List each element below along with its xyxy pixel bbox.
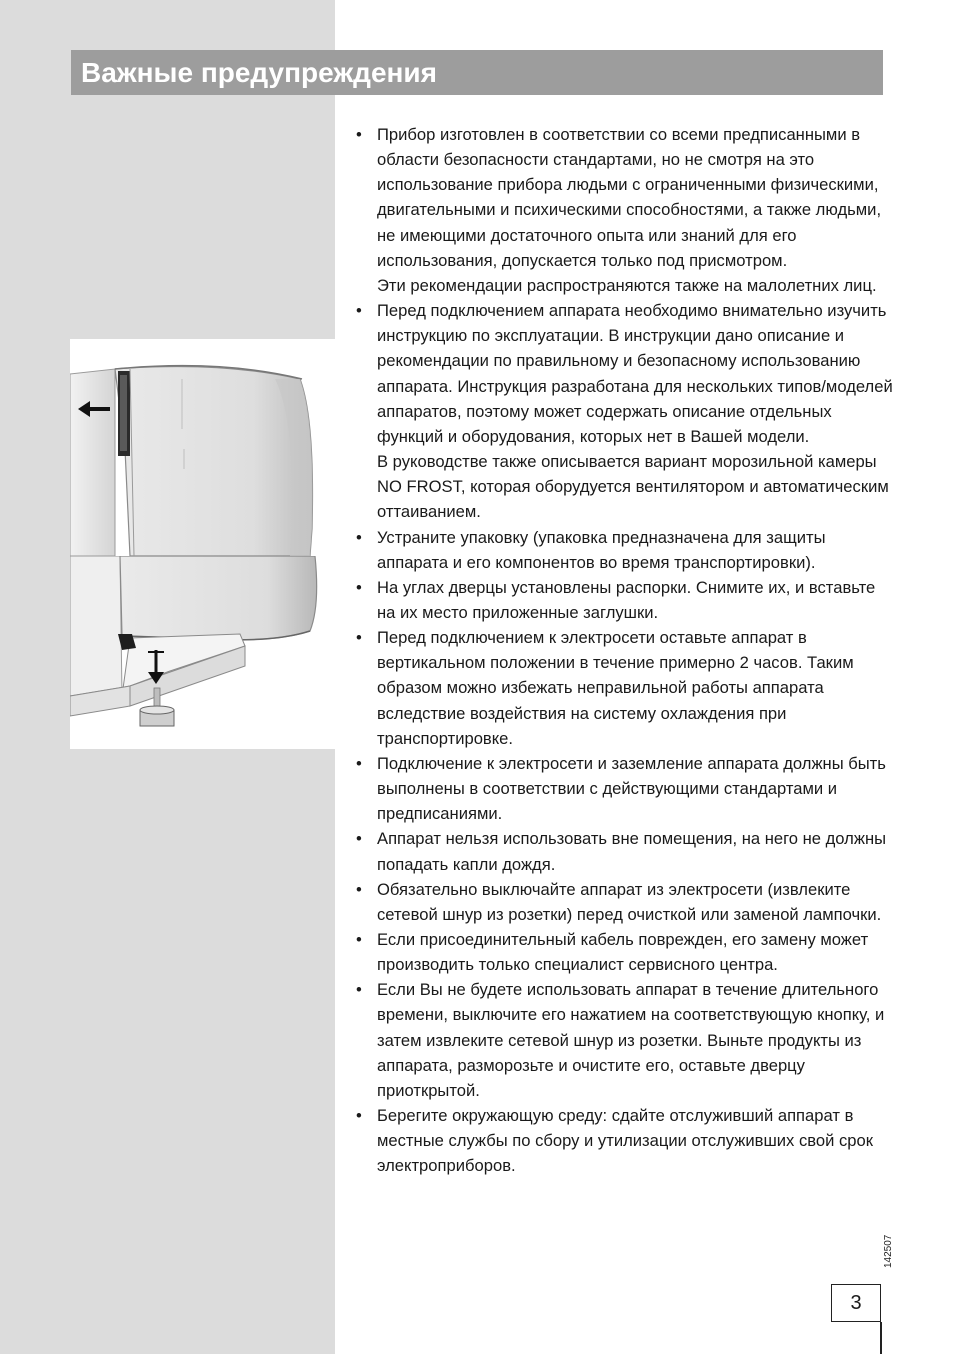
warning-item [356,826,896,876]
warning-item [356,575,896,625]
warning-paragraph: В руководстве также описывается вариант морозильной камеры NO FROST, которая оборудуется вентилятором и автоматическим оттаиванием. [377,452,889,522]
bullet-icon: • [356,930,362,949]
warning-paragraph: Прибор изготовлен в соответствии со всеми предписанными в области безопасности стандартами, но не смотря на это использование прибора людьми с ограниченными физическими, двигательными и психическими способностями, а также людьми, не имеющими достаточного опыта или знаний для его использования, допускается только под присмотром. [377,125,882,270]
bullet-icon: • [356,301,362,321]
warning-item [356,977,896,1103]
bullet-icon: • [356,753,362,773]
bullet-icon: • [356,980,362,1000]
warning-paragraph: Берегите окружающую среду: сдайте отслуживший аппарат в местные службы по сбору и утилизации отслуживших свой срок электроприборов. [377,1106,874,1176]
bullet-icon: • [356,628,362,648]
bullet-icon: • [356,829,362,849]
warning-paragraph: Перед подключением аппарата необходимо внимательно изучить инструкцию по эксплуатации. В инструкции дано описание и рекомендации по правильному и безопасному использованию аппарата. Инструкция разработана для нескольких типов/моделей аппаратов, поэтому может содержать описание отдельных функций и оборудования, которых нет в Вашей модели. [377,301,893,446]
page-number: 3 [850,1292,862,1314]
warning-paragraph: Аппарат нельзя использовать вне помещения, на него не должны попадать капли дождя. [377,829,887,874]
warning-item [356,877,896,927]
warning-item [356,525,896,575]
section-title-bar [71,50,883,95]
warning-paragraph: Если Вы не будете использовать аппарат в течение длительного времени, выключите его нажатием на соответствующую кнопку, и затем извлеките сетевой шнур из розетки. Выньте продукты из аппарата, разморозьте и очистите его, оставьте дверцу приоткрытой. [377,980,885,1100]
warning-item [356,927,896,977]
warning-paragraph: Эти рекомендации распространяются также на малолетних лиц. [377,275,877,295]
bullet-icon: • [356,527,362,547]
warning-paragraph: Перед подключением к электросети оставьте аппарат в вертикальном положении в течение примерно 2 часов. Таким образом можно избежать неправильной работы аппарата вследствие воздействия на систему охлаждения при транспортировке. [377,628,854,748]
door-handle-illustration [70,339,335,556]
warning-item [356,122,896,298]
warnings-list [356,122,896,1179]
warning-paragraph: На углах дверцы установлены распорки. Снимите их, и вставьте на их место приложенные заглушки. [377,577,876,622]
bullet-icon: • [356,125,362,144]
page-number-rule [880,1322,882,1354]
warning-item [356,1103,896,1178]
warning-item [356,625,896,751]
warning-item [356,298,896,524]
door-hinge-foot-illustration [70,556,335,749]
bullet-icon: • [356,879,362,899]
warning-paragraph: Подключение к электросети и заземление аппарата должны быть выполнены в соответствии с действующими стандартами и предписаниями. [377,753,886,824]
warning-paragraph: Устраните упаковку (упаковка предназначена для защиты аппарата и его компонентов во время транспортировки). [377,527,826,572]
warnings-content [356,122,896,1179]
warning-paragraph: Если присоединительный кабель поврежден, его замену может производить только специалист сервисного центра. [377,930,869,975]
page-title: Важные предупреждения [81,57,437,88]
bullet-icon: • [356,577,362,597]
page-number-box [831,1284,881,1322]
warning-paragraph: Обязательно выключайте аппарат из электросети (извлеките сетевой шнур из розетки) перед очисткой или заменой лампочки. [377,879,882,924]
document-code: 142507 [883,1234,894,1268]
bullet-icon: • [356,1106,362,1126]
warning-item [356,751,896,826]
